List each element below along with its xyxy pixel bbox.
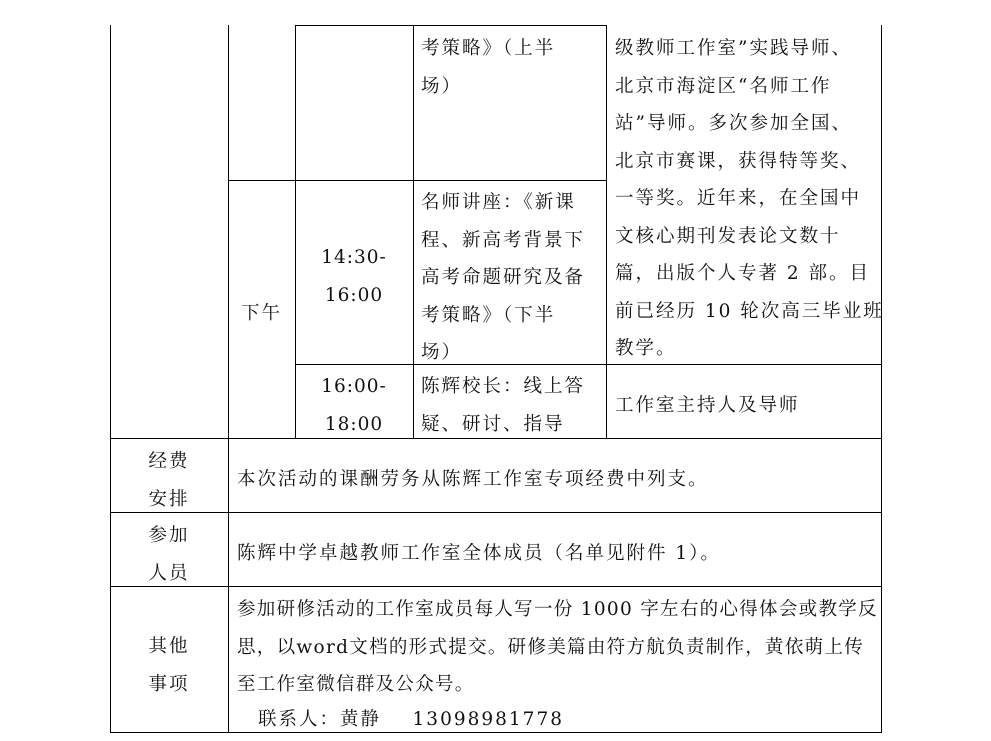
fees-label: 经费 安排 bbox=[148, 451, 190, 510]
morning-topic-continued: 考策略》（上半 场） bbox=[421, 38, 556, 97]
session3-time: 16:00- 18:00 bbox=[321, 376, 387, 435]
col-divider-person bbox=[606, 25, 607, 438]
col-divider-topic bbox=[413, 25, 414, 438]
session3-topic: 陈辉校长：线上答 疑、研讨、指导 bbox=[421, 376, 586, 435]
speaker-bio: 级教师工作室”实践导师、 北京市海淀区“名师工作 站”导师。多次参加全国、 北京市赛课，获得特等奖、 一等奖。近年来，在全国中 文核心期刊发表论文数十 篇，出版个人专著 2 部。目 前已经历 10 轮次高三毕业班 教学。 bbox=[615, 38, 884, 359]
fees-content: 本次活动的课酬劳务从陈辉工作室专项经费中列支。 bbox=[237, 469, 709, 490]
session3-person: 工作室主持人及导师 bbox=[615, 395, 800, 416]
contact-line: 联系人：黄静 13098981778 bbox=[258, 709, 564, 730]
session2-topic: 名师讲座：《新课 程、新高考背景下 高考命题研究及备 考策略》（下半 场） bbox=[421, 192, 586, 363]
col-divider-label bbox=[228, 25, 229, 733]
participants-content: 陈辉中学卓越教师工作室全体成员（名单见附件 1）。 bbox=[237, 543, 721, 564]
table-border-left bbox=[110, 25, 111, 733]
other-content: 参加研修活动的工作室成员每人写一份 1000 字左右的心得体会或教学反 思，以word文档的形式提交。研修美篇由符方航负责制作，黄依萌上传 至工作室微信群及公众号。 bbox=[237, 599, 878, 695]
participants-label: 参加 人员 bbox=[148, 525, 190, 584]
afternoon-label: 下午 bbox=[240, 303, 282, 324]
session2-time: 14:30- 16:00 bbox=[321, 247, 387, 306]
other-label: 其他 事项 bbox=[148, 636, 190, 695]
row-divider-afternoon bbox=[228, 180, 606, 181]
table-top-line bbox=[295, 25, 606, 26]
